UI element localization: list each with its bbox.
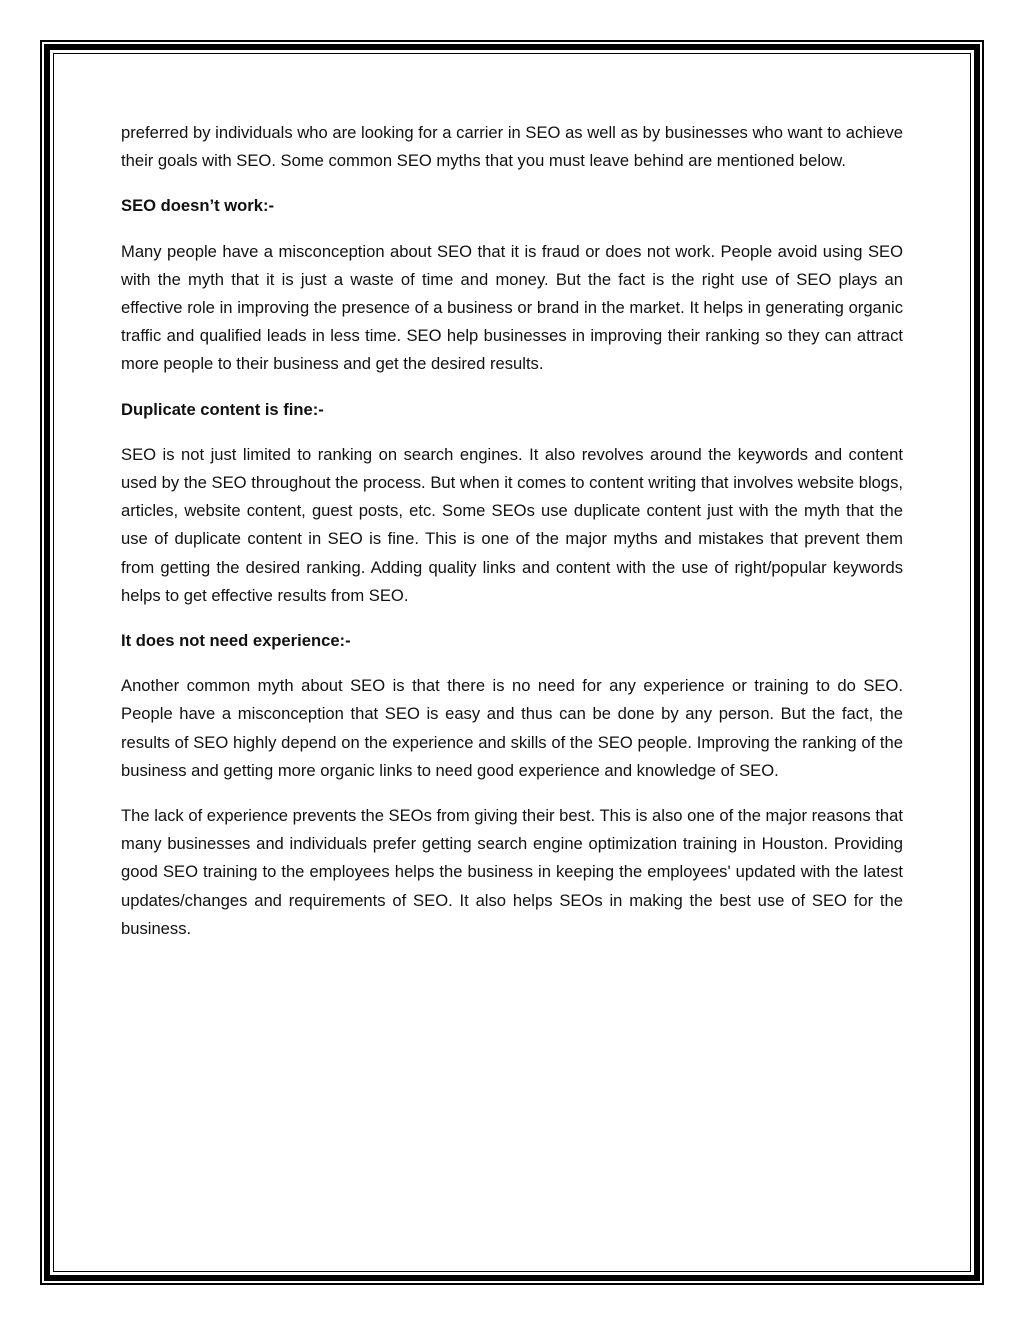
paragraph-experience: Another common myth about SEO is that there is no need for any experience or training to do SEO. People have a misconception that SEO is easy and thus can be done by any person. But the fact, the results of SEO highly depend on the experience and skills of the SEO people. Improving the ranking of the business and getting more organic links to need good experience and knowledge of SEO. (121, 676, 903, 780)
heading-experience: It does not need experience:- (121, 631, 351, 651)
document-body (121, 119, 903, 960)
heading-seo-doesnt-work: SEO doesn’t work:- (121, 196, 275, 216)
paragraph-lack-of-experience: The lack of experience prevents the SEOs from giving their best. This is also one of the major reasons that many businesses and individuals prefer getting search engine optimization training in Houston. Providing good SEO training to the employees helps the business in keeping the employees' updated with the latest updates/changes and requirements of SEO. It also helps SEOs in making the best use of SEO for the business. (121, 806, 903, 938)
paragraph-seo-doesnt-work: Many people have a misconception about SEO that it is fraud or does not work. People avoid using SEO with the myth that it is just a waste of time and money. But the fact is the right use of SEO plays an effective role in improving the presence of a business or brand in the market. It helps in generating organic traffic and qualified leads in less time. SEO help businesses in improving their ranking so they can attract more people to their business and get the desired results. (121, 241, 903, 374)
paragraph-duplicate-content: SEO is not just limited to ranking on search engines. It also revolves around the keywords and content used by the SEO throughout the process. But when it comes to content writing that involves website blogs, articles, website content, guest posts, etc. Some SEOs use duplicate content just with the myth that the use of duplicate content in SEO is fine. This is one of the major myths and mistakes that prevent them from getting the desired ranking. Adding quality links and content with the use of right/popular keywords helps to get effective results from SEO. (121, 444, 903, 605)
heading-duplicate-content: Duplicate content is fine:- (121, 399, 324, 419)
paragraph-intro: preferred by individuals who are looking for a carrier in SEO as well as by businesses who want to achieve their goals with SEO. Some common SEO myths that you must leave behind are mentioned below. (121, 123, 903, 171)
